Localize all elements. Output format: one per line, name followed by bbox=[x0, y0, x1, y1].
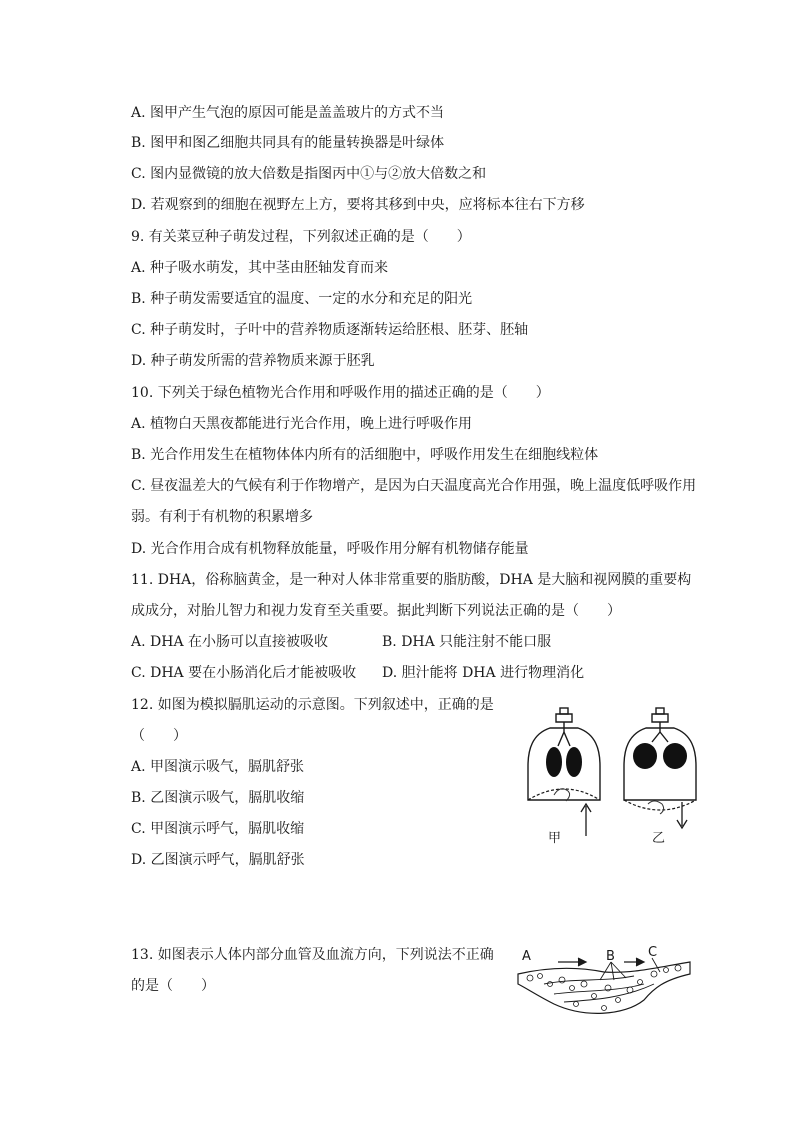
q12-option-a: A. 甲图演示吸气，膈肌舒张 bbox=[131, 759, 305, 775]
q12-stem-line2: （ ） bbox=[131, 728, 187, 744]
q11-option-a: A. DHA 在小肠可以直接被吸收 bbox=[131, 634, 329, 650]
q11-option-c: C. DHA 要在小肠消化后才能被吸收 bbox=[131, 665, 357, 681]
q8-option-d: D. 若观察到的细胞在视野左上方，要将其移到中央，应将标本往右下方移 bbox=[131, 197, 585, 213]
q10-option-c-line2: 弱。有利于有机物的积累增多 bbox=[131, 509, 313, 525]
q10-stem: 10. 下列关于绿色植物光合作用和呼吸作用的描述正确的是（ ） bbox=[131, 385, 550, 401]
diaphragm-model-figure bbox=[520, 700, 710, 852]
bell-jar-jia bbox=[528, 708, 600, 800]
q8-option-a: A. 图甲产生气泡的原因可能是盖盖玻片的方式不当 bbox=[131, 105, 445, 121]
q9-option-a: A. 种子吸水萌发，其中茎由胚轴发育而来 bbox=[131, 260, 389, 276]
label-jia: 甲 bbox=[548, 831, 562, 846]
lung-left-jia bbox=[546, 747, 562, 777]
q9-option-d: D. 种子萌发所需的营养物质来源于胚乳 bbox=[131, 353, 375, 369]
flow-arrow-2 bbox=[624, 958, 644, 966]
q11-stem-line1: 11. DHA，俗称脑黄金，是一种对人体非常重要的脂肪酸，DHA 是大脑和视网膜的重要构 bbox=[131, 572, 692, 588]
arrow-up-jia bbox=[581, 804, 591, 836]
lung-right-yi bbox=[663, 743, 687, 769]
q10-option-a: A. 植物白天黑夜都能进行光合作用，晚上进行呼吸作用 bbox=[131, 416, 473, 432]
hand-yi bbox=[648, 801, 664, 814]
q9-stem: 9. 有关菜豆种子萌发过程，下列叙述正确的是（ ） bbox=[131, 229, 471, 245]
q8-option-b: B. 图甲和图乙细胞共同具有的能量转换器是叶绿体 bbox=[131, 135, 445, 151]
q8-option-c: C. 图内显微镜的放大倍数是指图丙中①与②放大倍数之和 bbox=[131, 166, 487, 182]
q10-option-b: B. 光合作用发生在植物体体内所有的活细胞中，呼吸作用发生在细胞线粒体 bbox=[131, 447, 599, 463]
q12-option-c: C. 甲图演示呼气，膈肌收缩 bbox=[131, 821, 305, 837]
flow-arrow-1 bbox=[558, 958, 586, 966]
lung-right-jia bbox=[566, 747, 582, 777]
label-yi: 乙 bbox=[652, 831, 666, 846]
q12-stem-line1: 12. 如图为模拟膈肌运动的示意图。下列叙述中，正确的是 bbox=[131, 697, 494, 713]
hand-jia bbox=[554, 789, 570, 801]
vessel-label-a: A bbox=[522, 949, 531, 964]
diaphragm-sheet-jia bbox=[528, 789, 600, 800]
vessel-label-b: B bbox=[606, 949, 615, 964]
q11-option-b: B. DHA 只能注射不能口服 bbox=[382, 634, 552, 650]
q12-option-b: B. 乙图演示吸气，膈肌收缩 bbox=[131, 790, 305, 806]
blood-vessel-figure bbox=[514, 944, 694, 1024]
arrow-down-yi bbox=[677, 802, 687, 828]
q11-stem-line2: 成成分，对胎儿智力和视力发育至关重要。据此判断下列说法正确的是（ ） bbox=[131, 603, 621, 619]
q9-option-b: B. 种子萌发需要适宜的温度、一定的水分和充足的阳光 bbox=[131, 291, 473, 307]
lung-left-yi bbox=[633, 743, 657, 769]
q9-option-c: C. 种子萌发时，子叶中的营养物质逐渐转运给胚根、胚芽、胚轴 bbox=[131, 322, 529, 338]
q11-option-d: D. 胆汁能将 DHA 进行物理消化 bbox=[382, 665, 585, 681]
q10-option-d: D. 光合作用合成有机物释放能量，呼吸作用分解有机物储存能量 bbox=[131, 541, 529, 557]
q13-stem-line2: 的是（ ） bbox=[131, 978, 215, 994]
q13-stem-line1: 13. 如图表示人体内部分血管及血流方向，下列说法不正确 bbox=[131, 947, 494, 963]
q10-option-c-line1: C. 昼夜温差大的气候有利于作物增产，是因为白天温度高光合作用强，晚上温度低呼吸作用 bbox=[131, 478, 697, 494]
vessel-label-c: C bbox=[648, 945, 658, 960]
vessel-inner bbox=[544, 976, 654, 1002]
q12-option-d: D. 乙图演示呼气，膈肌舒张 bbox=[131, 852, 305, 868]
diaphragm-sheet-yi bbox=[624, 800, 696, 810]
